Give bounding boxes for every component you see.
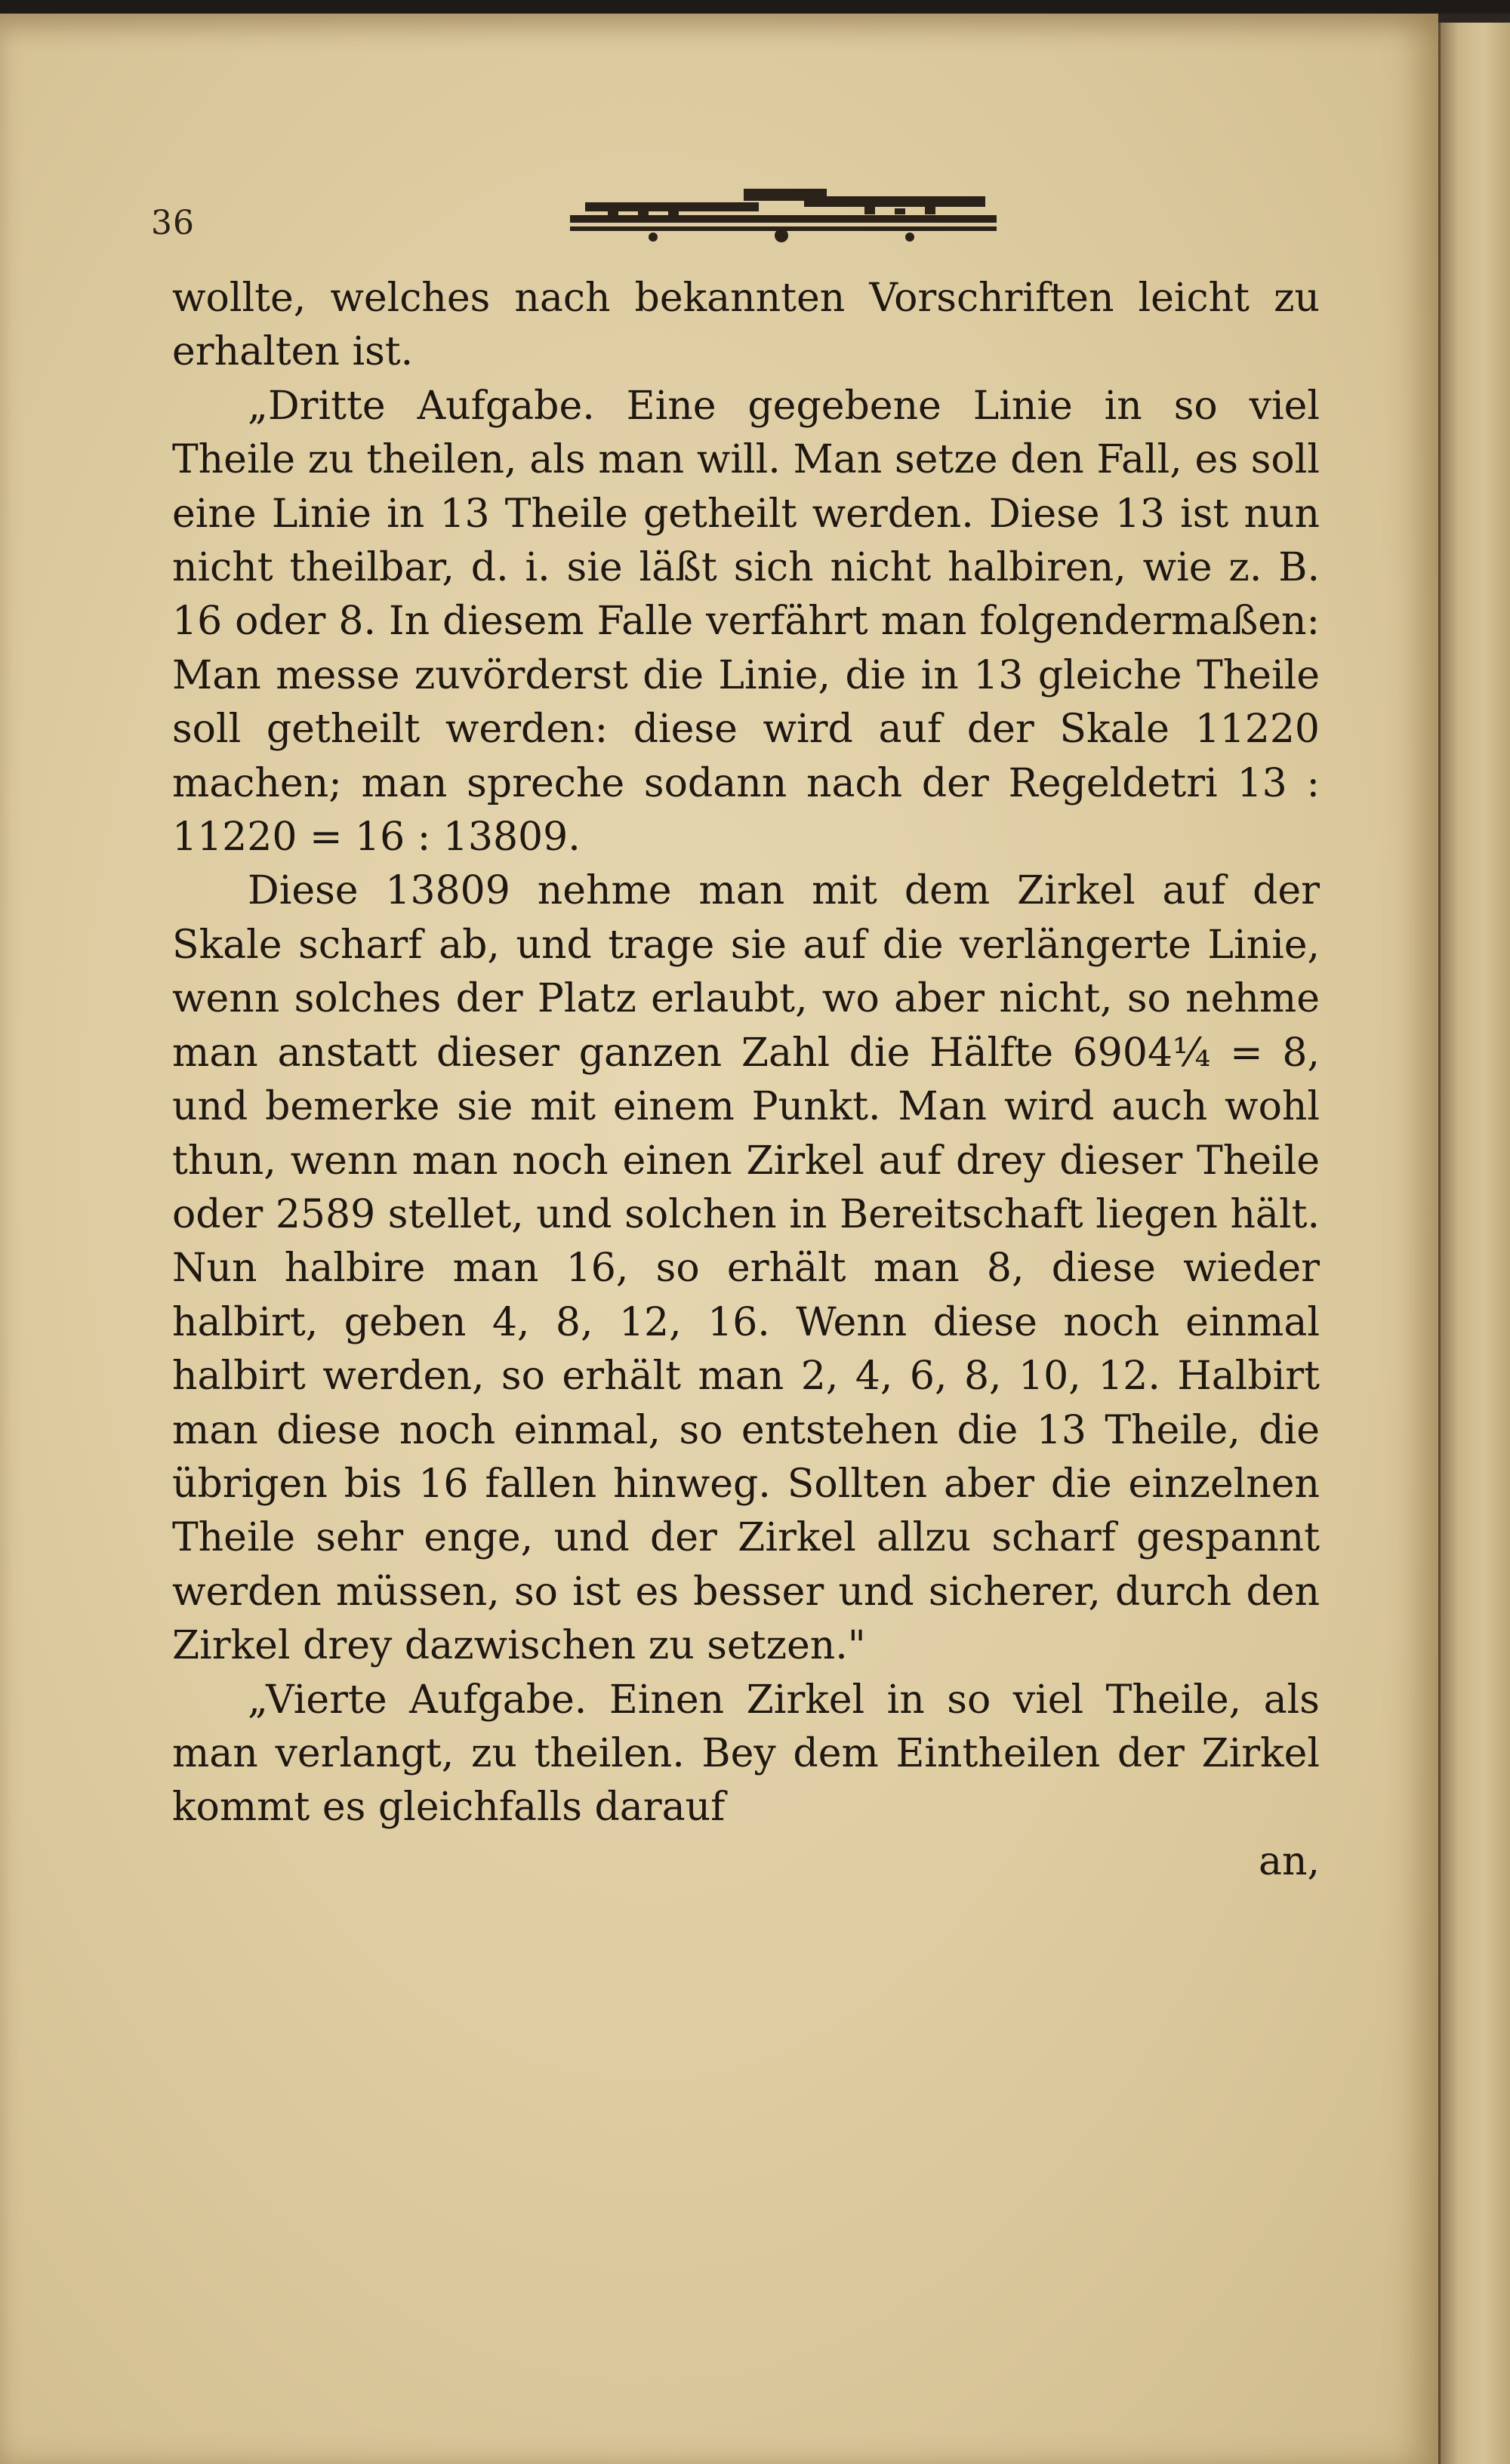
paragraph-3: Diese 13809 nehme man mit dem Zirkel auf der Skale scharf ab, und trage sie auf die verlängerte Linie, wenn solches der Platz erlaubt, wo aber nicht, so nehme man anstatt dieser ganzen Zahl die Hälfte 6904¼ = 8, und bemerke sie mit einem Punkt. Man wird auch wohl thun, wenn man noch einen Zirkel auf drey dieser Theile oder 2589 stellet, und solchen in Bereitschaft liegen hält. Nun halbire man 16, so erhält man 8, diese wieder halbirt, geben 4, 8, 12, 16. Wenn diese noch einmal halbirt werden, so erhält man 2, 4, 6, 8, 10, 12. Halbirt man diese noch einmal, so entstehen die 13 Theile, die übrigen bis 16 fallen hinweg. Sollten aber die einzelnen Theile sehr enge, und der Zirkel allzu scharf gespannt werden müssen, so ist es besser und sicherer, durch den Zirkel drey dazwischen zu setzen." bbox=[172, 868, 1320, 1669]
page-header bbox=[151, 174, 1329, 249]
body-text bbox=[172, 272, 1320, 1889]
catchword: an, bbox=[1258, 1838, 1320, 1884]
paragraph-4: „Vierte Aufgabe. Einen Zirkel in so viel Theile, als man verlangt, zu theilen. Bey dem Eintheilen der Zirkel kommt es gleichfalls darauf bbox=[172, 1677, 1320, 1831]
paragraph-2: „Dritte Aufgabe. Eine gegebene Linie in so viel Theile zu theilen, als man will. Man setze den Fall, es soll eine Linie in 13 Theile getheilt werden. Diese 13 ist nun nicht theilbar, d. i. sie läßt sich nicht halbiren, wie z. B. 16 oder 8. In diesem Falle verfährt man folgendermaßen: Man messe zuvörderst die Linie, die in 13 gleiche Theile soll getheilt werden: diese wird auf der Skale 11220 machen; man spreche sodann nach der Regeldetri 13 : 11220 = 16 : 13809. bbox=[172, 383, 1320, 861]
paragraph-1: wollte, welches nach bekannten Vorschriften leicht zu erhalten ist. bbox=[172, 276, 1320, 375]
next-page-edge bbox=[1438, 23, 1510, 2464]
ornament-vignette bbox=[562, 174, 1004, 245]
page-number: 36 bbox=[151, 204, 195, 242]
